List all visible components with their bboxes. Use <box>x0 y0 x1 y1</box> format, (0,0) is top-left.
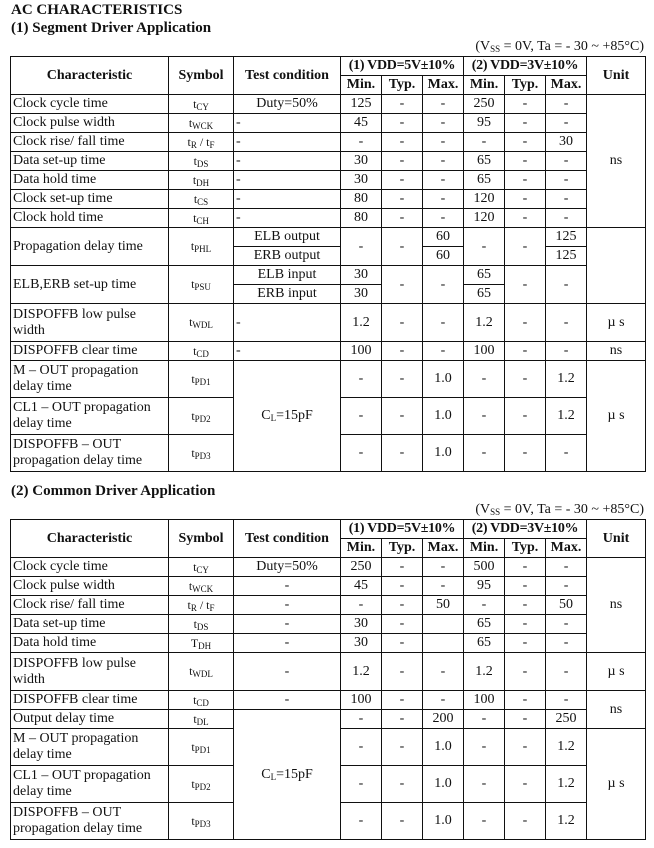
value-max-3v: - <box>546 114 587 133</box>
value-max-3v: 1.2 <box>546 729 587 766</box>
value-min-5v: - <box>341 596 382 615</box>
value-min-3v: 1.2 <box>464 304 505 342</box>
value-typ-3v: - <box>505 615 546 634</box>
value-min-5v: - <box>341 766 382 803</box>
value-min-3v: 500 <box>464 558 505 577</box>
row-test-condition: Duty=50% <box>234 95 341 114</box>
value-max-3v: - <box>546 653 587 691</box>
value-max-3v: - <box>546 209 587 228</box>
segment-conditions: ($V_{SS} = 0V$, Ta = - 30 ~ +85°C) <box>475 39 644 54</box>
value-min-3v: - <box>464 228 505 266</box>
value-min-5v: - <box>341 803 382 840</box>
value-max-5v: 1.0 <box>423 435 464 472</box>
value-min-5v: 30 <box>341 285 382 304</box>
row-characteristic: M – OUT propagation delay time <box>11 361 169 398</box>
col-header-vdd3: (2) VDD=3V±10% <box>464 57 587 76</box>
col-header-characteristic: Characteristic <box>11 520 169 558</box>
value-typ-5v: - <box>382 114 423 133</box>
table-row <box>11 653 646 691</box>
table-row <box>11 190 646 209</box>
value-min-5v: 30 <box>341 634 382 653</box>
value-typ-3v: - <box>505 95 546 114</box>
row-test-condition: ELB output <box>234 228 341 247</box>
table-row <box>11 596 646 615</box>
value-typ-3v: - <box>505 171 546 190</box>
col-header-min: Min. <box>464 539 505 558</box>
value-min-3v: 120 <box>464 209 505 228</box>
table-row <box>11 228 646 247</box>
row-symbol: $t_{CD}$ <box>169 691 234 710</box>
value-typ-3v: - <box>505 653 546 691</box>
value-min-5v: - <box>341 361 382 398</box>
value-typ-5v: - <box>382 577 423 596</box>
value-max-3v: - <box>546 190 587 209</box>
value-min-5v: 1.2 <box>341 304 382 342</box>
value-typ-3v: - <box>505 133 546 152</box>
table-row <box>11 634 646 653</box>
value-typ-5v: - <box>382 729 423 766</box>
value-min-3v: - <box>464 361 505 398</box>
value-typ-3v: - <box>505 596 546 615</box>
table-row <box>11 577 646 596</box>
row-symbol: $T_{DH}$ <box>169 634 234 653</box>
value-max-5v: 200 <box>423 710 464 729</box>
col-header-typ: Typ. <box>505 539 546 558</box>
col-header-vdd5: (1) VDD=5V±10% <box>341 57 464 76</box>
row-characteristic: Data set-up time <box>11 152 169 171</box>
row-characteristic: CL1 – OUT propagation delay time <box>11 766 169 803</box>
value-typ-5v: - <box>382 228 423 266</box>
row-symbol: $t_{PD3}$ <box>169 435 234 472</box>
row-symbol: $t_{PD1}$ <box>169 361 234 398</box>
value-max-3v: - <box>546 95 587 114</box>
col-header-test-condition: Test condition <box>234 57 341 95</box>
value-min-5v: 30 <box>341 152 382 171</box>
value-min-5v: 30 <box>341 171 382 190</box>
value-min-5v: 125 <box>341 95 382 114</box>
value-min-3v: 120 <box>464 190 505 209</box>
col-header-characteristic: Characteristic <box>11 57 169 95</box>
value-min-5v: 45 <box>341 577 382 596</box>
row-characteristic: M – OUT propagation delay time <box>11 729 169 766</box>
segment-ac-table <box>10 56 646 472</box>
value-min-3v: 100 <box>464 342 505 361</box>
value-max-5v: - <box>423 691 464 710</box>
value-typ-3v: - <box>505 634 546 653</box>
value-min-5v: 100 <box>341 342 382 361</box>
value-typ-5v: - <box>382 190 423 209</box>
col-header-test-condition: Test condition <box>234 520 341 558</box>
row-characteristic: Clock pulse width <box>11 114 169 133</box>
row-characteristic: Data hold time <box>11 171 169 190</box>
value-max-5v: - <box>423 152 464 171</box>
value-min-5v: - <box>341 133 382 152</box>
row-symbol: $t_{PHL}$ <box>169 228 234 266</box>
value-max-3v: - <box>546 615 587 634</box>
value-typ-3v: - <box>505 342 546 361</box>
value-typ-3v: - <box>505 729 546 766</box>
value-max-3v: - <box>546 152 587 171</box>
unit-cell: µ s <box>587 729 646 840</box>
row-characteristic: Clock rise/ fall time <box>11 133 169 152</box>
value-max-3v: 1.2 <box>546 361 587 398</box>
value-typ-5v: - <box>382 152 423 171</box>
value-typ-5v: - <box>382 615 423 634</box>
table-row <box>11 615 646 634</box>
value-min-5v: - <box>341 435 382 472</box>
row-test-condition: - <box>234 342 341 361</box>
row-symbol: $t_{WDL}$ <box>169 653 234 691</box>
value-typ-3v: - <box>505 152 546 171</box>
value-min-5v: 80 <box>341 190 382 209</box>
value-typ-3v: - <box>505 304 546 342</box>
common-ac-table <box>10 519 646 840</box>
value-min-5v: - <box>341 710 382 729</box>
row-test-condition: - <box>234 190 341 209</box>
value-max-5v <box>423 615 464 634</box>
value-typ-3v: - <box>505 228 546 266</box>
col-header-typ: Typ. <box>382 76 423 95</box>
value-max-3v: - <box>546 435 587 472</box>
row-characteristic: DISPOFFB – OUT propagation delay time <box>11 803 169 840</box>
row-characteristic: CL1 – OUT propagation delay time <box>11 398 169 435</box>
row-test-condition: ERB output <box>234 247 341 266</box>
value-min-3v: 1.2 <box>464 653 505 691</box>
row-symbol: $t_{CY}$ <box>169 558 234 577</box>
table-row <box>11 209 646 228</box>
value-max-3v: - <box>546 304 587 342</box>
value-max-3v: - <box>546 266 587 304</box>
row-symbol: $t_{WCK}$ <box>169 114 234 133</box>
value-min-3v: 65 <box>464 615 505 634</box>
row-characteristic: Data hold time <box>11 634 169 653</box>
value-typ-3v: - <box>505 435 546 472</box>
value-max-3v: 1.2 <box>546 398 587 435</box>
value-max-5v: - <box>423 266 464 304</box>
value-max-3v: - <box>546 577 587 596</box>
value-max-5v <box>423 634 464 653</box>
value-max-3v: - <box>546 342 587 361</box>
value-min-3v: 65 <box>464 634 505 653</box>
value-min-3v: 65 <box>464 152 505 171</box>
value-min-5v: - <box>341 398 382 435</box>
value-max-3v: - <box>546 634 587 653</box>
value-typ-5v: - <box>382 558 423 577</box>
col-header-max: Max. <box>423 539 464 558</box>
value-min-5v: 30 <box>341 266 382 285</box>
row-symbol: $t_{DH}$ <box>169 171 234 190</box>
value-max-3v: - <box>546 171 587 190</box>
value-min-3v: - <box>464 766 505 803</box>
value-max-5v: - <box>423 558 464 577</box>
col-header-min: Min. <box>464 76 505 95</box>
common-conditions: ($V_{SS} = 0V$, Ta = - 30 ~ +85°C) <box>475 502 644 517</box>
row-symbol: $t_{PD2}$ <box>169 398 234 435</box>
value-min-5v: 80 <box>341 209 382 228</box>
value-max-5v: - <box>423 209 464 228</box>
value-typ-3v: - <box>505 209 546 228</box>
row-characteristic: ELB,ERB set-up time <box>11 266 169 304</box>
value-typ-5v: - <box>382 435 423 472</box>
value-max-3v: - <box>546 558 587 577</box>
row-test-condition: - <box>234 615 341 634</box>
value-min-3v: 65 <box>464 266 505 285</box>
value-typ-3v: - <box>505 190 546 209</box>
value-min-5v: 1.2 <box>341 653 382 691</box>
col-header-min: Min. <box>341 539 382 558</box>
row-characteristic: DISPOFFB – OUT propagation delay time <box>11 435 169 472</box>
value-max-5v: 1.0 <box>423 766 464 803</box>
col-header-unit: Unit <box>587 520 646 558</box>
value-typ-5v: - <box>382 691 423 710</box>
value-typ-5v: - <box>382 803 423 840</box>
unit-cell: ns <box>587 691 646 729</box>
value-max-5v: - <box>423 304 464 342</box>
value-typ-5v: - <box>382 304 423 342</box>
col-header-min: Min. <box>341 76 382 95</box>
table-row <box>11 304 646 342</box>
table-row <box>11 558 646 577</box>
row-test-condition: $C_L=15pF$ <box>234 710 341 840</box>
unit-cell: ns <box>587 342 646 361</box>
col-header-vdd5: (1) VDD=5V±10% <box>341 520 464 539</box>
value-min-3v: 65 <box>464 171 505 190</box>
unit-cell: ns <box>587 558 646 653</box>
value-max-5v: - <box>423 190 464 209</box>
unit-cell: µ s <box>587 304 646 342</box>
unit-cell: µ s <box>587 361 646 472</box>
value-max-3v: - <box>546 691 587 710</box>
row-test-condition: - <box>234 171 341 190</box>
table-row <box>11 361 646 398</box>
row-test-condition: - <box>234 596 341 615</box>
row-symbol: $t_{CS}$ <box>169 190 234 209</box>
row-test-condition: - <box>234 634 341 653</box>
value-typ-5v: - <box>382 171 423 190</box>
unit-cell: µ s <box>587 653 646 691</box>
row-symbol: $t_{CH}$ <box>169 209 234 228</box>
value-min-3v: 65 <box>464 285 505 304</box>
unit-cell: ns <box>587 95 646 228</box>
value-typ-3v: - <box>505 691 546 710</box>
value-typ-5v: - <box>382 361 423 398</box>
col-header-typ: Typ. <box>382 539 423 558</box>
value-min-3v: 100 <box>464 691 505 710</box>
col-header-max: Max. <box>546 539 587 558</box>
row-characteristic: Clock rise/ fall time <box>11 596 169 615</box>
value-max-5v: 60 <box>423 228 464 247</box>
value-min-3v: 250 <box>464 95 505 114</box>
value-min-5v: 250 <box>341 558 382 577</box>
value-typ-3v: - <box>505 710 546 729</box>
value-max-5v: - <box>423 133 464 152</box>
common-section-heading: (2) Common Driver Application <box>11 483 216 499</box>
table-row <box>11 152 646 171</box>
row-symbol: $t_{PSU}$ <box>169 266 234 304</box>
col-header-typ: Typ. <box>505 76 546 95</box>
row-symbol: $t_{DS}$ <box>169 615 234 634</box>
value-min-5v: - <box>341 729 382 766</box>
row-symbol: $t_{PD3}$ <box>169 803 234 840</box>
value-max-5v: 50 <box>423 596 464 615</box>
value-min-5v: 100 <box>341 691 382 710</box>
row-test-condition: - <box>234 133 341 152</box>
table-row <box>11 266 646 285</box>
row-characteristic: DISPOFFB low pulse width <box>11 653 169 691</box>
table-row <box>11 114 646 133</box>
value-min-5v: - <box>341 228 382 266</box>
value-typ-5v: - <box>382 95 423 114</box>
page-title: AC CHARACTERISTICS <box>11 2 183 18</box>
row-characteristic: Clock set-up time <box>11 190 169 209</box>
row-characteristic: Clock cycle time <box>11 95 169 114</box>
value-max-5v: - <box>423 653 464 691</box>
value-typ-5v: - <box>382 766 423 803</box>
value-typ-3v: - <box>505 114 546 133</box>
segment-section-heading: (1) Segment Driver Application <box>11 20 212 36</box>
row-test-condition: - <box>234 653 341 691</box>
row-test-condition: - <box>234 209 341 228</box>
value-max-5v: - <box>423 577 464 596</box>
value-typ-3v: - <box>505 266 546 304</box>
table-row <box>11 171 646 190</box>
row-test-condition: - <box>234 114 341 133</box>
row-test-condition: - <box>234 304 341 342</box>
row-characteristic: Propagation delay time <box>11 228 169 266</box>
row-symbol: $t_{CY}$ <box>169 95 234 114</box>
value-max-5v: - <box>423 342 464 361</box>
row-test-condition: Duty=50% <box>234 558 341 577</box>
value-max-5v: 1.0 <box>423 398 464 435</box>
value-max-3v: 1.2 <box>546 803 587 840</box>
row-test-condition: - <box>234 152 341 171</box>
table-row <box>11 133 646 152</box>
row-symbol: $t_{DS}$ <box>169 152 234 171</box>
row-test-condition: $C_L=15pF$ <box>234 361 341 472</box>
row-symbol: $t_{DL}$ <box>169 710 234 729</box>
value-typ-3v: - <box>505 398 546 435</box>
value-max-5v: - <box>423 171 464 190</box>
value-typ-5v: - <box>382 342 423 361</box>
row-test-condition: ERB input <box>234 285 341 304</box>
value-max-3v: 250 <box>546 710 587 729</box>
value-typ-3v: - <box>505 766 546 803</box>
value-typ-3v: - <box>505 558 546 577</box>
row-characteristic: DISPOFFB clear time <box>11 342 169 361</box>
value-typ-5v: - <box>382 596 423 615</box>
row-symbol: $t_{PD1}$ <box>169 729 234 766</box>
row-characteristic: Output delay time <box>11 710 169 729</box>
value-max-3v: 50 <box>546 596 587 615</box>
value-max-5v: 1.0 <box>423 361 464 398</box>
value-min-3v: - <box>464 710 505 729</box>
table-row <box>11 342 646 361</box>
value-max-5v: 1.0 <box>423 803 464 840</box>
row-characteristic: Clock hold time <box>11 209 169 228</box>
value-typ-5v: - <box>382 266 423 304</box>
col-header-symbol: Symbol <box>169 57 234 95</box>
value-typ-3v: - <box>505 577 546 596</box>
row-characteristic: Data set-up time <box>11 615 169 634</box>
value-max-3v: 125 <box>546 228 587 247</box>
value-typ-5v: - <box>382 133 423 152</box>
row-symbol: $t_{WDL}$ <box>169 304 234 342</box>
value-typ-5v: - <box>382 209 423 228</box>
table-row <box>11 95 646 114</box>
row-symbol: $t_R / t_F$ <box>169 133 234 152</box>
row-symbol: $t_{WCK}$ <box>169 577 234 596</box>
value-max-5v: - <box>423 95 464 114</box>
value-min-3v: - <box>464 803 505 840</box>
value-typ-3v: - <box>505 361 546 398</box>
row-symbol: $t_{PD2}$ <box>169 766 234 803</box>
col-header-max: Max. <box>546 76 587 95</box>
value-max-3v: 125 <box>546 247 587 266</box>
col-header-symbol: Symbol <box>169 520 234 558</box>
value-typ-5v: - <box>382 634 423 653</box>
value-min-3v: 95 <box>464 577 505 596</box>
row-test-condition: ELB input <box>234 266 341 285</box>
value-min-3v: - <box>464 729 505 766</box>
value-min-3v: 95 <box>464 114 505 133</box>
value-typ-3v: - <box>505 803 546 840</box>
row-characteristic: DISPOFFB low pulse width <box>11 304 169 342</box>
row-symbol: $t_{CD}$ <box>169 342 234 361</box>
value-min-3v: - <box>464 133 505 152</box>
value-max-5v: 60 <box>423 247 464 266</box>
value-typ-5v: - <box>382 398 423 435</box>
col-header-max: Max. <box>423 76 464 95</box>
row-test-condition: - <box>234 691 341 710</box>
table-row <box>11 710 646 729</box>
value-max-5v: 1.0 <box>423 729 464 766</box>
table-row <box>11 691 646 710</box>
unit-cell-empty <box>587 228 646 304</box>
value-max-3v: 30 <box>546 133 587 152</box>
row-characteristic: Clock cycle time <box>11 558 169 577</box>
value-typ-5v: - <box>382 653 423 691</box>
col-header-vdd3: (2) VDD=3V±10% <box>464 520 587 539</box>
value-max-3v: 1.2 <box>546 766 587 803</box>
value-min-3v: - <box>464 435 505 472</box>
row-symbol: $t_R / t_F$ <box>169 596 234 615</box>
row-characteristic: DISPOFFB clear time <box>11 691 169 710</box>
value-min-3v: - <box>464 398 505 435</box>
value-typ-5v: - <box>382 710 423 729</box>
col-header-unit: Unit <box>587 57 646 95</box>
row-test-condition: - <box>234 577 341 596</box>
value-min-5v: 45 <box>341 114 382 133</box>
row-characteristic: Clock pulse width <box>11 577 169 596</box>
value-max-5v: - <box>423 114 464 133</box>
value-min-3v: - <box>464 596 505 615</box>
value-min-5v: 30 <box>341 615 382 634</box>
